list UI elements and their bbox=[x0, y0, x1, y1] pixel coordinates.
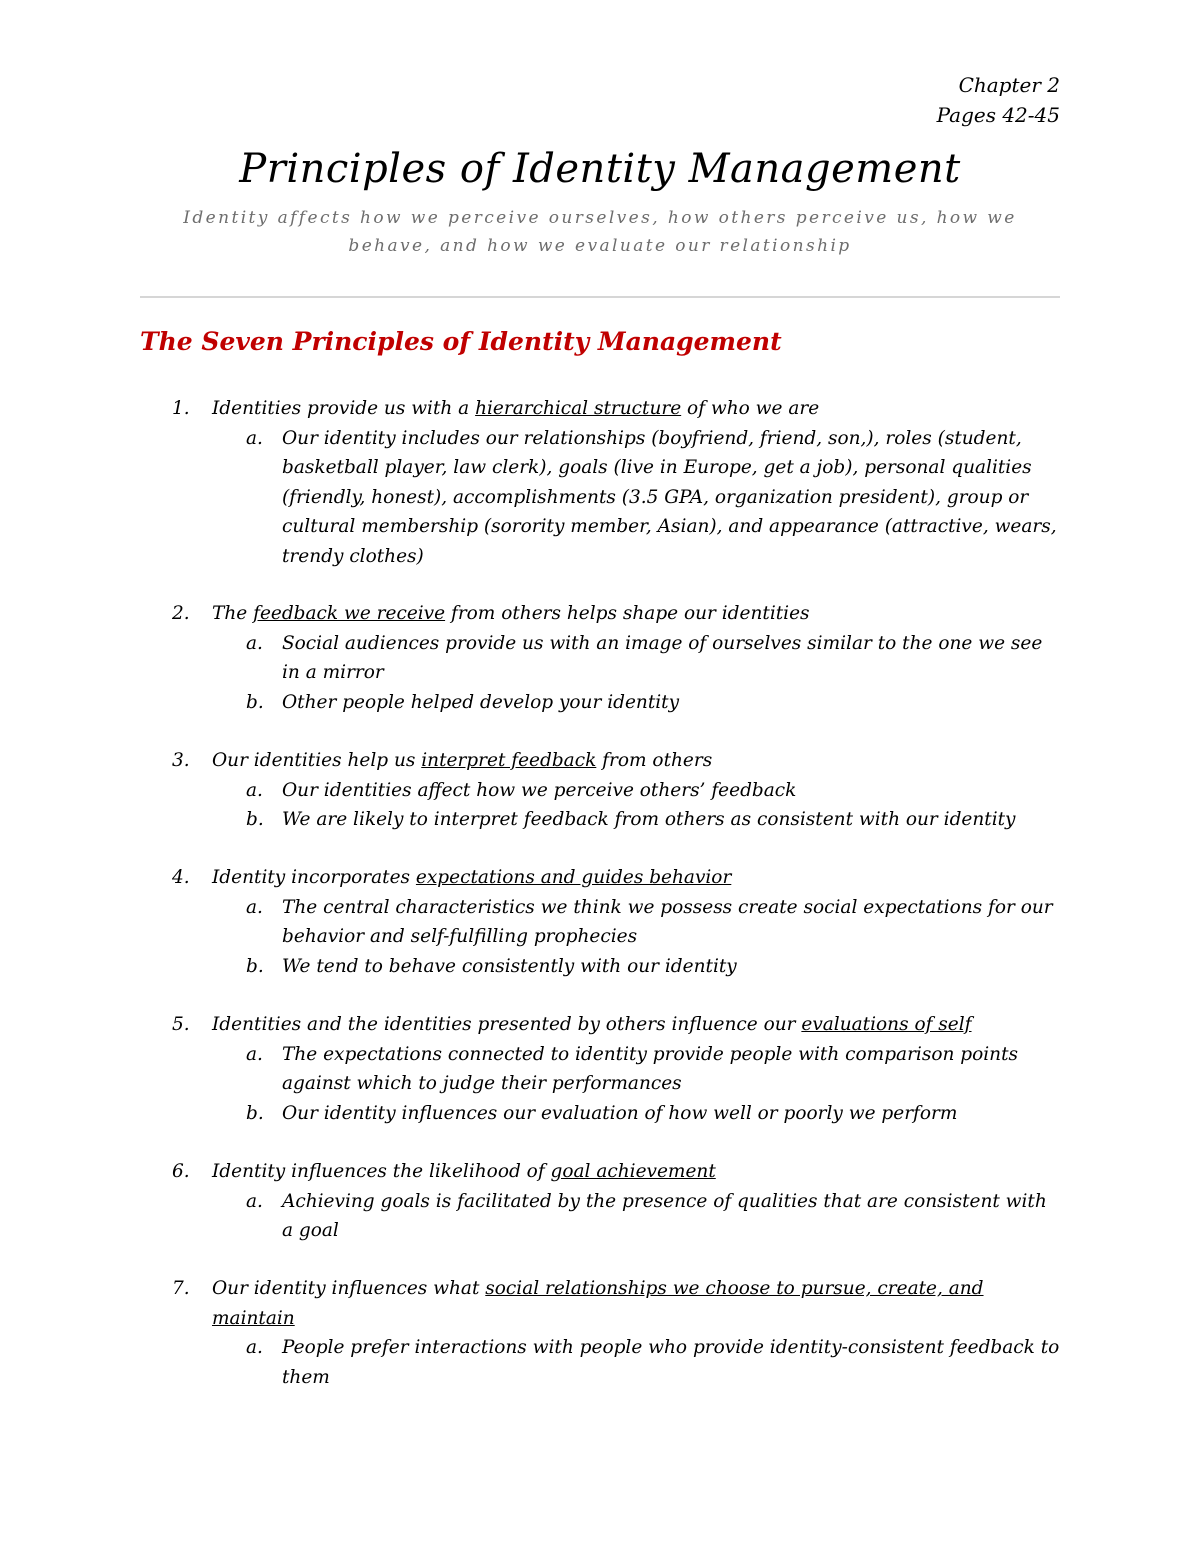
principle-item bbox=[0, 746, 1200, 835]
sub-item-letter: b. bbox=[246, 809, 264, 830]
principle-number: 1. bbox=[172, 398, 190, 419]
sub-list bbox=[0, 629, 1200, 718]
section-heading: The Seven Principles of Identity Management bbox=[140, 327, 782, 356]
principle-text-part: Our identity influences what bbox=[212, 1278, 486, 1299]
principle-text-part: of who we are bbox=[681, 398, 820, 419]
sub-item bbox=[0, 893, 1200, 952]
sub-item bbox=[0, 1333, 1200, 1392]
principle-text-part: Identity influences the likelihood of bbox=[212, 1161, 551, 1182]
sub-item bbox=[0, 629, 1200, 688]
sub-item-text: Our identities affect how we perceive others’ feedback bbox=[282, 779, 797, 801]
principle-item bbox=[0, 863, 1200, 981]
sub-item-text: The expectations connected to identity provide people with comparison points against which to judge their performances bbox=[282, 1043, 1018, 1094]
principle-key-phrase: evaluations of self bbox=[801, 1014, 972, 1035]
principle-text bbox=[212, 394, 1062, 424]
principle-item bbox=[0, 599, 1200, 717]
sub-item-text: Our identity includes our relationships (boyfriend, friend, son,), roles (student, basketball player, law clerk), goals (live in Europe, get a job), personal qualities (friendly, honest), accomplishments (3.5 GPA, organization president), group or cultural membership (sorority member, Asian), and appearance (attractive, wears, trendy clothes) bbox=[282, 427, 1057, 567]
principle-number: 5. bbox=[172, 1014, 190, 1035]
sub-item-text: Social audiences provide us with an image of ourselves similar to the one we see in a mirror bbox=[282, 632, 1043, 683]
sub-item bbox=[0, 1099, 1200, 1129]
sub-item-letter: a. bbox=[246, 896, 263, 918]
principle-text-part: from others helps shape our identities bbox=[445, 603, 810, 624]
sub-item-letter: b. bbox=[246, 1102, 264, 1124]
principle-text bbox=[212, 1274, 1012, 1333]
document-subtitle: Identity affects how we perceive ourselves, how others perceive us, how we behave, and how we evaluate our relationship bbox=[183, 208, 1017, 256]
sub-item-text: Other people helped develop your identity bbox=[282, 691, 680, 713]
principle-item bbox=[0, 394, 1200, 571]
sub-list bbox=[0, 1187, 1200, 1246]
sub-list bbox=[0, 893, 1200, 982]
sub-item bbox=[0, 688, 1200, 718]
principle-key-phrase: goal achievement bbox=[550, 1161, 716, 1182]
principle-number: 2. bbox=[172, 603, 190, 624]
principle-text-part: Identity incorporates bbox=[212, 867, 416, 888]
principle-key-phrase: interpret feedback bbox=[421, 750, 597, 771]
pages-label: Pages 42-45 bbox=[936, 103, 1060, 127]
principle-key-phrase: social relationships we choose to pursue, create, and maintain bbox=[212, 1278, 984, 1329]
principle-key-phrase: expectations and guides behavior bbox=[415, 867, 732, 888]
sub-item-letter: b. bbox=[246, 691, 264, 713]
sub-item-text: Achieving goals is facilitated by the presence of qualities that are consistent with a goal bbox=[282, 1190, 1047, 1241]
sub-item-letter: a. bbox=[246, 1043, 263, 1065]
sub-item-letter: a. bbox=[246, 1190, 263, 1212]
sub-list bbox=[0, 1040, 1200, 1129]
sub-item bbox=[0, 424, 1200, 572]
principle-text bbox=[212, 599, 1062, 629]
sub-list bbox=[0, 424, 1200, 572]
principle-number: 4. bbox=[172, 867, 190, 888]
sub-item-text: We are likely to interpret feedback from others as consistent with our identity bbox=[282, 809, 1016, 830]
sub-item-text: The central characteristics we think we possess create social expectations for our behavior and self-fulfilling prophecies bbox=[282, 896, 1053, 947]
principle-number: 3. bbox=[172, 750, 190, 771]
principle-text bbox=[212, 1157, 1062, 1187]
sub-item-letter: b. bbox=[246, 955, 264, 977]
sub-item-text: We tend to behave consistently with our identity bbox=[282, 955, 737, 977]
principle-text-part: from others bbox=[596, 750, 713, 771]
sub-item-letter: a. bbox=[246, 427, 263, 449]
principle-text bbox=[212, 746, 1062, 776]
sub-item-letter: a. bbox=[246, 779, 263, 801]
chapter-label: Chapter 2 bbox=[958, 73, 1060, 97]
principle-text-part: The bbox=[212, 603, 254, 624]
principle-text-part: Identities and the identities presented by others influence our bbox=[212, 1014, 802, 1035]
principle-item bbox=[0, 1274, 1200, 1392]
sub-item bbox=[0, 776, 1200, 806]
principle-item bbox=[0, 1157, 1200, 1246]
sub-list bbox=[0, 776, 1200, 835]
principle-key-phrase: feedback we receive bbox=[253, 603, 446, 624]
principle-number: 7. bbox=[172, 1278, 190, 1299]
principle-text-part: Our identities help us bbox=[212, 750, 422, 771]
sub-item bbox=[0, 805, 1200, 835]
principle-item bbox=[0, 1010, 1200, 1128]
sub-item bbox=[0, 1040, 1200, 1099]
sub-item bbox=[0, 952, 1200, 982]
principle-key-phrase: hierarchical structure bbox=[475, 398, 682, 419]
document-title: Principles of Identity Management bbox=[239, 146, 961, 192]
sub-list bbox=[0, 1333, 1200, 1392]
sub-item-letter: a. bbox=[246, 1337, 263, 1358]
principle-text-part: Identities provide us with a bbox=[212, 398, 476, 419]
principle-text bbox=[212, 863, 1062, 893]
sub-item-letter: a. bbox=[246, 632, 263, 654]
sub-item bbox=[0, 1187, 1200, 1246]
principle-text bbox=[212, 1010, 1062, 1040]
sub-item-text: People prefer interactions with people who provide identity-consistent feedback to them bbox=[282, 1337, 1060, 1388]
principle-number: 6. bbox=[172, 1161, 190, 1182]
sub-item-text: Our identity influences our evaluation of how well or poorly we perform bbox=[282, 1102, 958, 1124]
